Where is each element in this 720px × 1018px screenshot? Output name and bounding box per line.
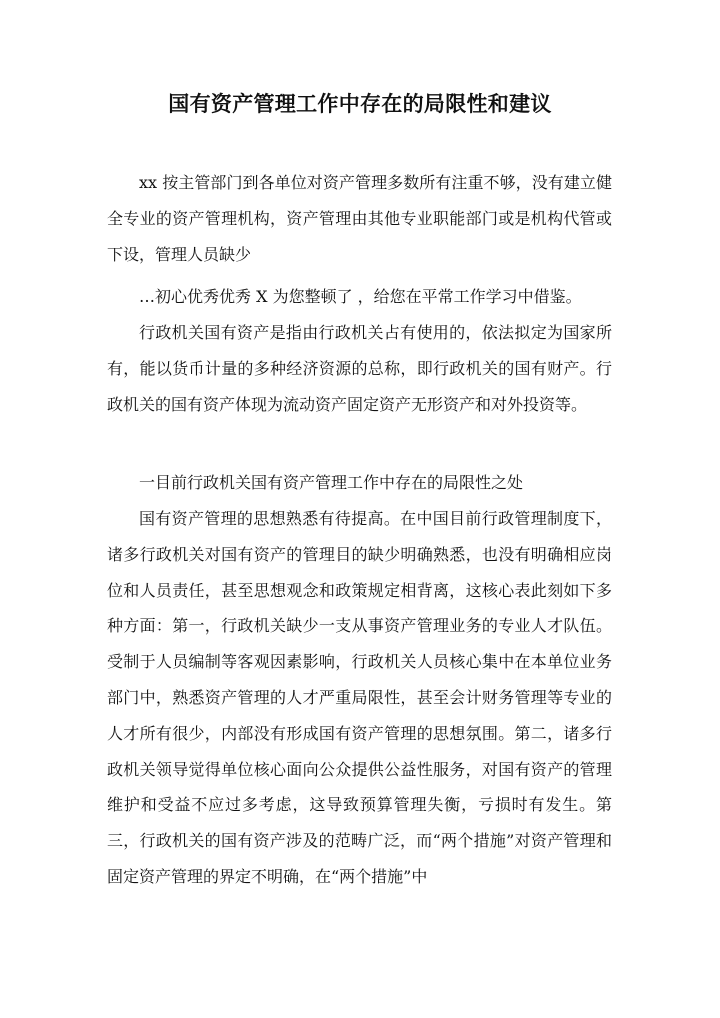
- section-heading: 一目前行政机关国有资产管理工作中存在的局限性之处: [139, 473, 524, 492]
- paragraph-2: …初心优秀优秀 X 为您整顿了 ，给您在平常工作学习中借鉴。: [139, 287, 582, 306]
- paragraph-1: xx 按主管部门到各单位对资产管理多数所有注重不够，没有建立健全专业的资产管理机构，资产管理由其他专业职能部门或是机构代管或下设，管理人员缺少: [107, 173, 612, 264]
- document-title: 国有资产管理工作中存在的局限性和建议: [168, 91, 552, 116]
- paragraph-5: 国有资产管理的思想熟悉有待提高。在中国目前行政管理制度下，诸多行政机关对国有资产的管理目的缺少明确熟悉，也没有明确相应岗位和人员责任，甚至思想观念和政策规定相背离，这核心表此刻如下多种方面：第一，行政机关缺少一支从事资产管理业务的专业人才队伍。受制于人员编制等客观因素影响，行政机关人员核心集中在本单位业务部门中，熟悉资产管理的人才严重局限性，甚至会计财务管理等专业的人才所有很少，内部没有形成国有资产管理的思想氛围。第二，诸多行政机关领导觉得单位核心面向公众提供公益性服务，对国有资产的管理维护和受益不应过多考虑，这导致预算管理失衡，亏损时有发生。第三，行政机关的国有资产涉及的范畴广泛，而“两个措施”对资产管理和固定资产管理的界定不明确，在“两个措施”中: [107, 509, 612, 886]
- paragraph-3: 行政机关国有资产是指由行政机关占有使用的，依法拟定为国家所有，能以货币计量的多种经济资源的总称，即行政机关的国有财产。行政机关的国有资产体现为流动资产固定资产无形资产和对外投资等。: [107, 323, 612, 414]
